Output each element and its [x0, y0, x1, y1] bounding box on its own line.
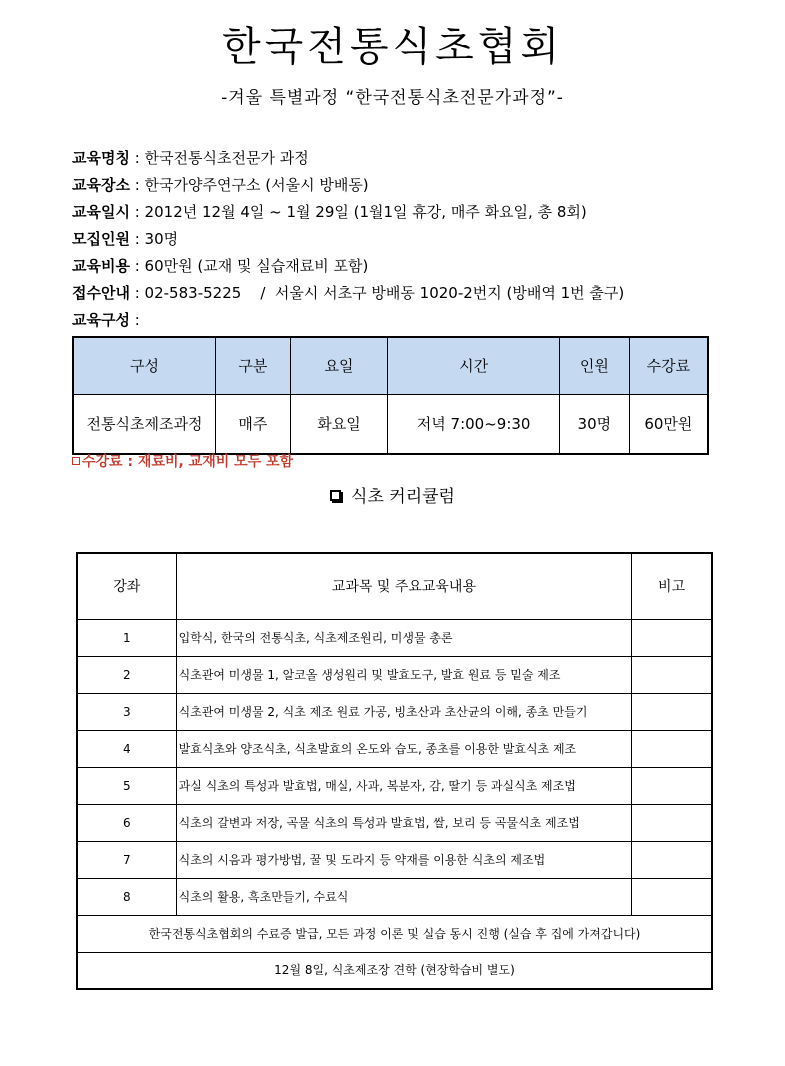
lecture-number: 3	[77, 693, 176, 730]
lecture-content: 식초의 시음과 평가방법, 꿀 및 도라지 등 약재를 이용한 식초의 제조법	[176, 841, 632, 878]
curriculum-footer-row	[77, 915, 712, 952]
course-header-cell: 요일	[290, 337, 388, 394]
lecture-content: 식초관여 미생물 1, 알코올 생성원리 및 발효도구, 발효 원료 등 밑술 제조	[176, 656, 632, 693]
info-row-capacity	[72, 226, 772, 253]
course-cell: 60만원	[629, 394, 708, 454]
lecture-remark	[632, 878, 712, 915]
certificate-note: 한국전통식초협회의 수료증 발급, 모든 과정 이론 및 실습 동시 진행 (실습 후 집에 가져갑니다)	[77, 915, 712, 952]
curriculum-header-cell: 비고	[632, 553, 712, 619]
info-label: 교육장소	[72, 176, 130, 194]
lecture-number: 1	[77, 619, 176, 656]
course-cell: 화요일	[290, 394, 388, 454]
info-row-contact	[72, 280, 772, 307]
lecture-content: 식초의 갈변과 저장, 곡물 식초의 특성과 발효법, 쌀, 보리 등 곡물식초 제조법	[176, 804, 632, 841]
lecture-content: 발효식초와 양조식초, 식초발효의 온도와 습도, 종초를 이용한 발효식초 제조	[176, 730, 632, 767]
info-value: : 30명	[129, 230, 179, 248]
course-table-row	[73, 394, 708, 454]
info-value: : 60만원 (교재 및 실습재료비 포함)	[129, 257, 369, 275]
course-header-cell: 구분	[215, 337, 290, 394]
curriculum-row	[77, 767, 712, 804]
lecture-remark	[632, 619, 712, 656]
lecture-number: 5	[77, 767, 176, 804]
page-title: 한국전통식초협회	[221, 24, 564, 70]
lecture-number: 6	[77, 804, 176, 841]
info-row-schedule	[72, 199, 772, 226]
course-table	[72, 336, 709, 455]
info-row-composition	[72, 307, 772, 334]
info-value: : 한국전통식초전문가 과정	[129, 149, 309, 167]
info-value: :	[129, 311, 140, 329]
info-value: : 2012년 12월 4일 ~ 1월 29일 (1월1일 휴강, 매주 화요일, 총 8회)	[129, 203, 587, 221]
lecture-number: 2	[77, 656, 176, 693]
course-cell: 30명	[559, 394, 629, 454]
info-row-location	[72, 172, 772, 199]
field-trip-note: 12월 8일, 식초제조장 견학 (현장학습비 별도)	[77, 952, 712, 989]
checkbox-square-icon	[72, 457, 80, 465]
fee-note-text: 수강료 : 재료비, 교재비 모두 포함	[82, 454, 294, 470]
course-header-cell: 수강료	[629, 337, 708, 394]
lecture-remark	[632, 804, 712, 841]
lecture-content: 식초관여 미생물 2, 식초 제조 원료 가공, 빙초산과 초산균의 이해, 종초 만들기	[176, 693, 632, 730]
info-row-fee	[72, 253, 772, 280]
lecture-remark	[632, 693, 712, 730]
course-cell: 저녁 7:00~9:30	[388, 394, 560, 454]
lecture-remark	[632, 841, 712, 878]
square-bullet-icon	[330, 490, 341, 501]
info-label: 교육비용	[72, 257, 130, 275]
course-header-cell: 시간	[388, 337, 560, 394]
curriculum-footer-row	[77, 952, 712, 989]
info-value: : 한국가양주연구소 (서울시 방배동)	[129, 176, 369, 194]
curriculum-table	[76, 552, 713, 990]
curriculum-header-cell: 교과목 및 주요교육내용	[176, 553, 632, 619]
lecture-content: 식초의 활용, 흑초만들기, 수료식	[176, 878, 632, 915]
fee-note	[72, 453, 293, 471]
curriculum-row	[77, 730, 712, 767]
info-label: 접수안내	[72, 284, 130, 302]
curriculum-row	[77, 804, 712, 841]
lecture-content: 과실 식초의 특성과 발효법, 매실, 사과, 복분자, 감, 딸기 등 과실식초 제조법	[176, 767, 632, 804]
course-header-cell: 인원	[559, 337, 629, 394]
info-list	[72, 145, 772, 334]
lecture-remark	[632, 656, 712, 693]
course-header-cell: 구성	[73, 337, 215, 394]
course-table-header-row	[73, 337, 708, 394]
curriculum-row	[77, 841, 712, 878]
course-cell: 전통식초제조과정	[73, 394, 215, 454]
lecture-number: 8	[77, 878, 176, 915]
curriculum-row	[77, 693, 712, 730]
info-label: 교육명칭	[72, 149, 130, 167]
curriculum-row	[77, 619, 712, 656]
info-label: 교육일시	[72, 203, 130, 221]
info-label: 교육구성	[72, 311, 130, 329]
lecture-number: 4	[77, 730, 176, 767]
curriculum-title-text: 식초 커리큘럼	[351, 487, 455, 507]
info-label: 모집인원	[72, 230, 130, 248]
lecture-remark	[632, 767, 712, 804]
curriculum-header-row	[77, 553, 712, 619]
lecture-content: 입학식, 한국의 전통식초, 식초제조원리, 미생물 총론	[176, 619, 632, 656]
lecture-remark	[632, 730, 712, 767]
course-cell: 매주	[215, 394, 290, 454]
curriculum-row	[77, 656, 712, 693]
curriculum-row	[77, 878, 712, 915]
curriculum-title	[0, 485, 785, 509]
lecture-number: 7	[77, 841, 176, 878]
info-value: : 02-583-5225 / 서울시 서초구 방배동 1020-2번지 (방배역 1번 출구)	[129, 284, 625, 302]
curriculum-header-cell: 강좌	[77, 553, 176, 619]
info-row-name	[72, 145, 772, 172]
page-subtitle: -겨울 특별과정 “한국전통식초전문가과정”-	[221, 88, 564, 108]
